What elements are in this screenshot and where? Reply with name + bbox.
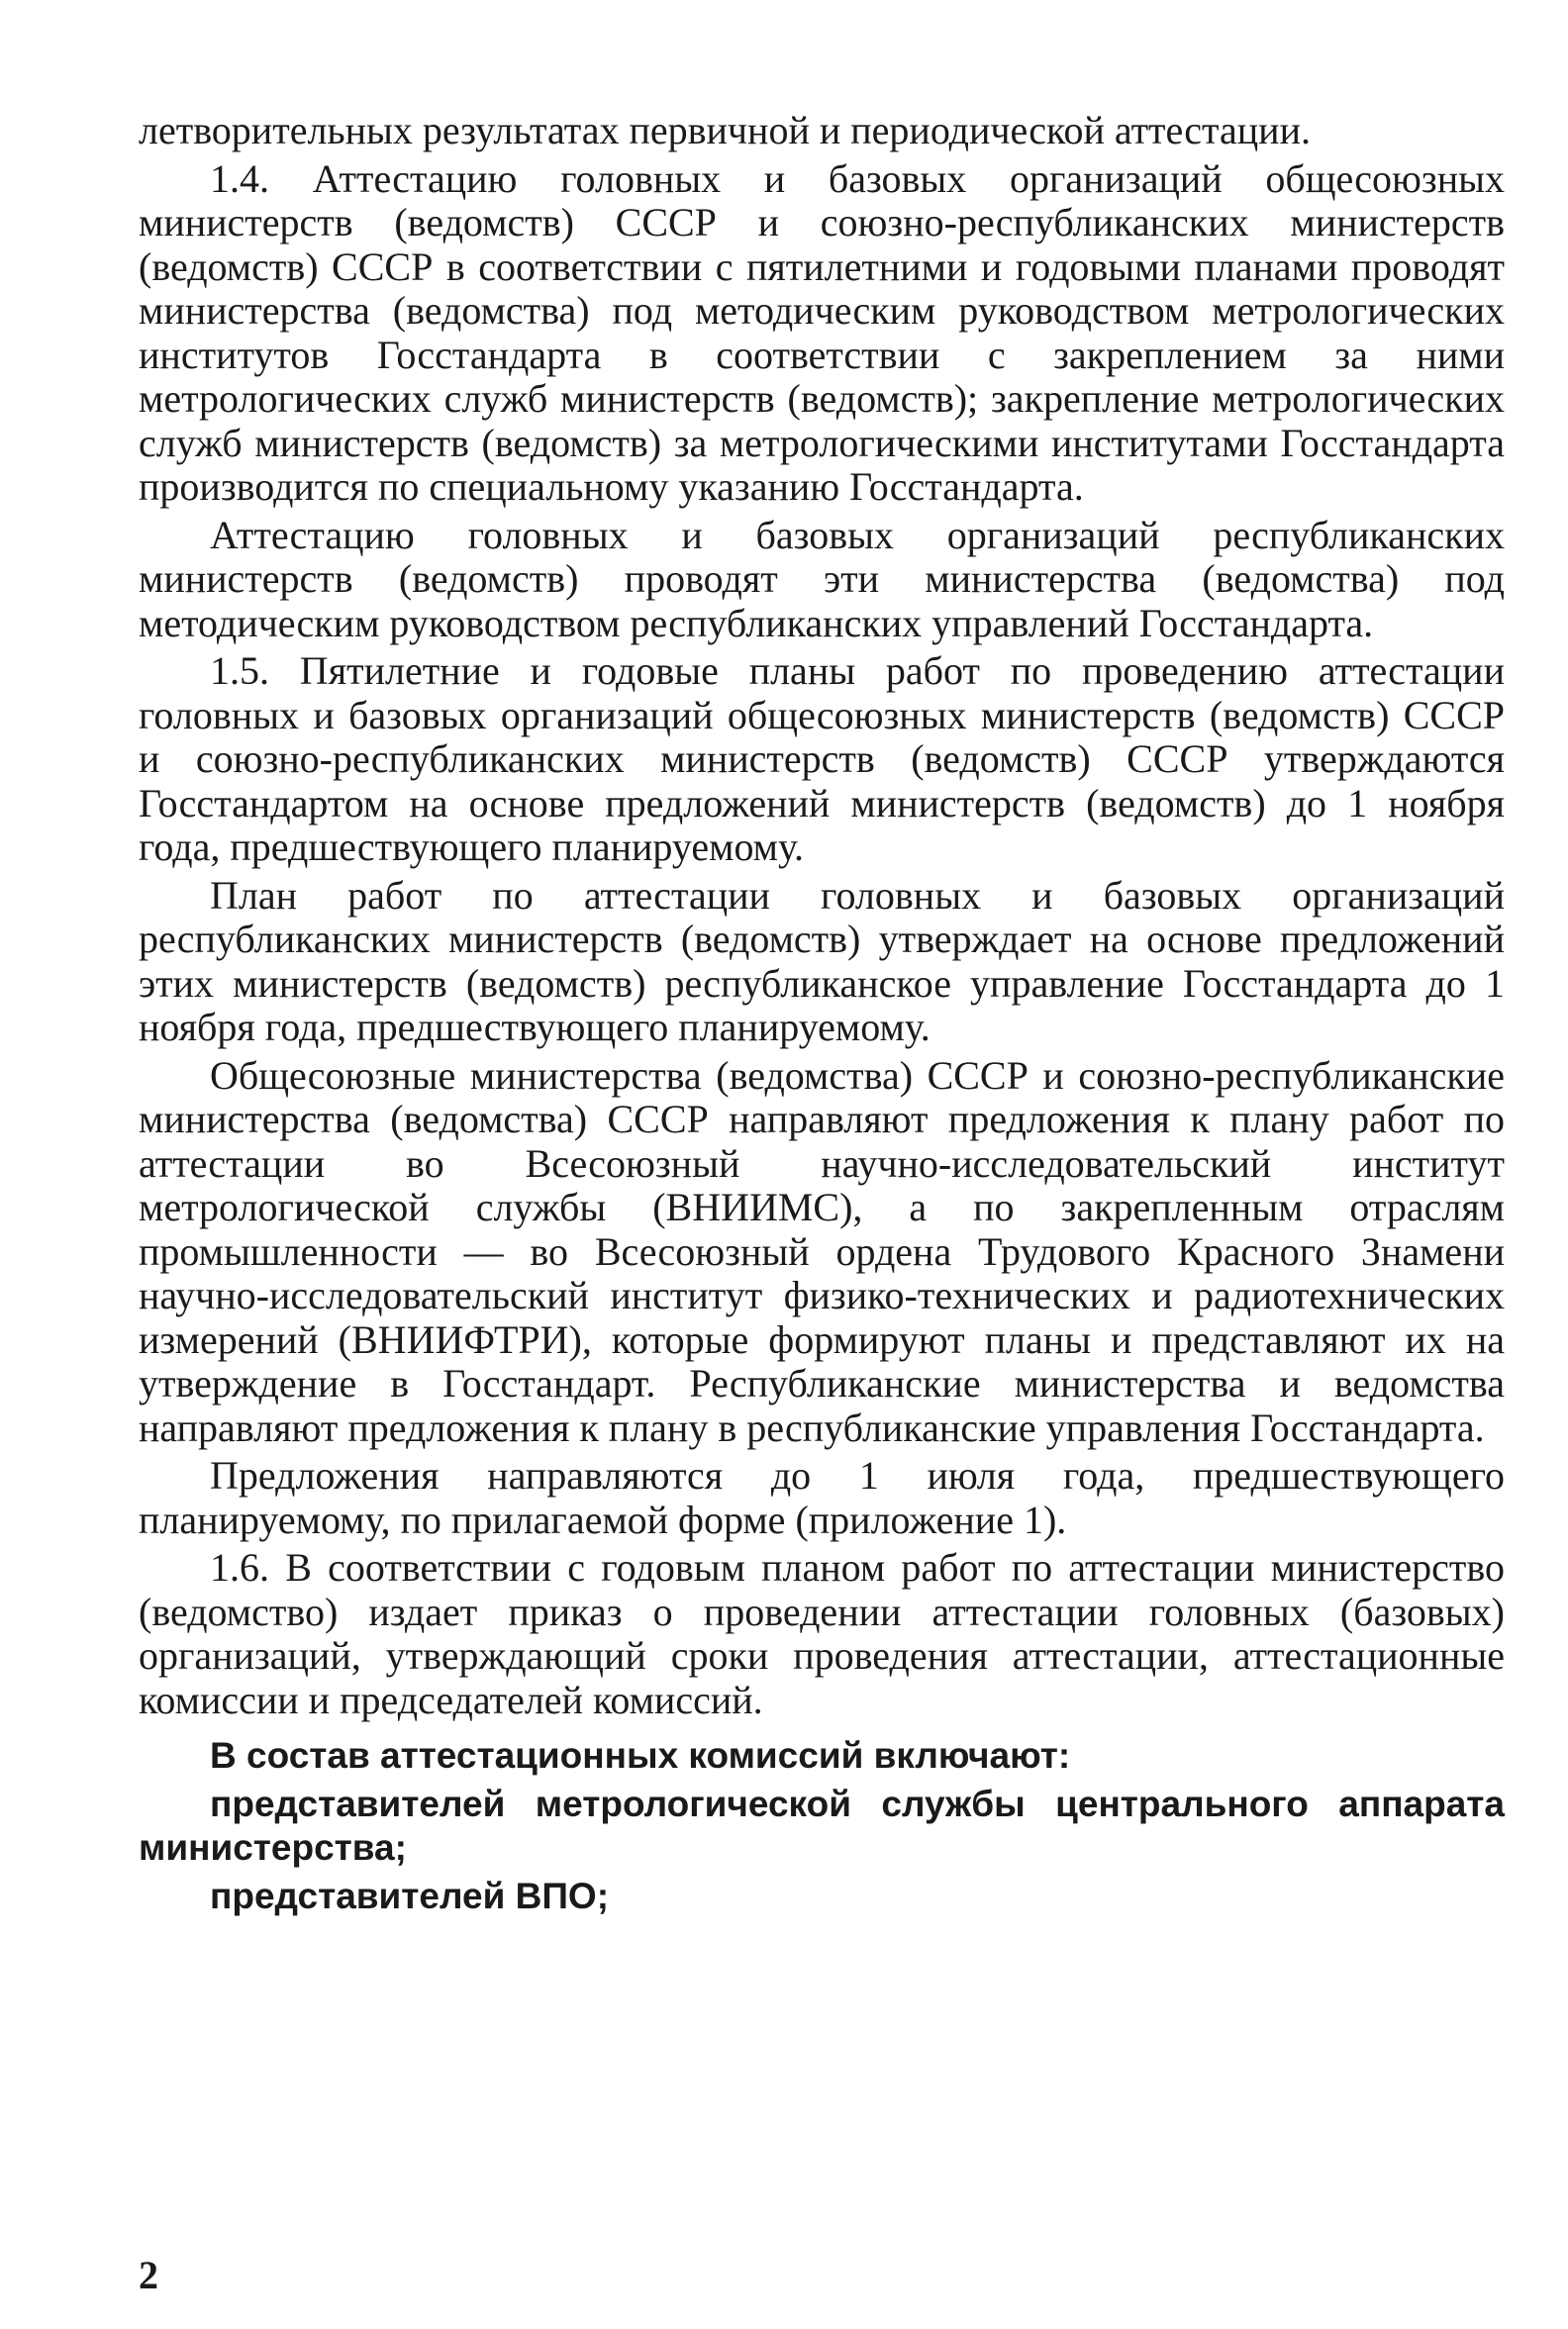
- paragraph-commission-composition: В состав аттестационных комиссий включают:: [210, 1735, 1071, 1776]
- paragraph-republican-attestation: Аттестацию головных и базовых организаций республиканских министерств (ведомств) проводят эти министерства (ведомства) под методическим руководством республиканских управлений Госстандарта.: [139, 512, 1505, 645]
- document-page: [139, 109, 1505, 1922]
- paragraph-1-4: 1.4. Аттестацию головных и базовых организаций общесоюзных министерств (ведомств) СССР и союзно-республиканских министерств (ведомств) СССР в соответствии с пятилетними и годовыми планами проводят министерства (ведомства) под методическим руководством метрологических институтов Госстандарта в соответствии с закреплением за ними метрологических служб министерств (ведомств); закрепление метрологических служб министерств (ведомств) за метрологическими институтами Госстандарта производится по специальному указанию Госстандарта.: [139, 155, 1505, 509]
- paragraph-metrology-representatives: представителей метрологической службы центрального аппарата министерства;: [139, 1783, 1505, 1868]
- paragraph-continuation: летворительных результатах первичной и периодической аттестации.: [139, 108, 1311, 152]
- paragraph-proposals-deadline: Предложения направляются до 1 июля года, предшествующего планируемому, по прилагаемой форме (приложение 1).: [139, 1453, 1505, 1542]
- paragraph-1-6: 1.6. В соответствии с годовым планом работ по аттестации министерство (ведомство) издает приказ о проведении аттестации головных (базовых) организаций, утверждающий сроки проведения аттестации, аттестационные комиссии и председателей комиссий.: [139, 1545, 1505, 1722]
- page-number: 2: [139, 2253, 158, 2297]
- paragraph-proposals-direction: Общесоюзные министерства (ведомства) СССР и союзно-республиканские министерства (ведомства) СССР направляют предложения к плану работ по аттестации во Всесоюзный научно-исследовательский институт метрологической службы (ВНИИМС), а по закрепленным отраслям промышленности — во Всесоюзный ордена Трудового Красного Знамени научно-исследовательский институт физико-технических и радиотехнических измерений (ВНИИФТРИ), которые формируют планы и представляют их на утверждение в Госстандарт. Республиканские министерства и ведомства направляют предложения к плану в республиканские управления Госстандарта.: [139, 1052, 1505, 1450]
- paragraph-republican-plan: План работ по аттестации головных и базовых организаций республиканских министерств (ведомств) утверждает на основе предложений этих министерств (ведомств) республиканское управление Госстандарта до 1 ноября года, предшествующего планируемому.: [139, 872, 1505, 1049]
- paragraph-vpo-representatives: представителей ВПО;: [210, 1875, 610, 1916]
- paragraph-1-5: 1.5. Пятилетние и годовые планы работ по проведению аттестации головных и базовых организаций общесоюзных министерств (ведомств) СССР и союзно-республиканских министерств (ведомств) СССР утверждаются Госстандартом на основе предложений министерств (ведомств) до 1 ноября года, предшествующего планируемому.: [139, 648, 1505, 869]
